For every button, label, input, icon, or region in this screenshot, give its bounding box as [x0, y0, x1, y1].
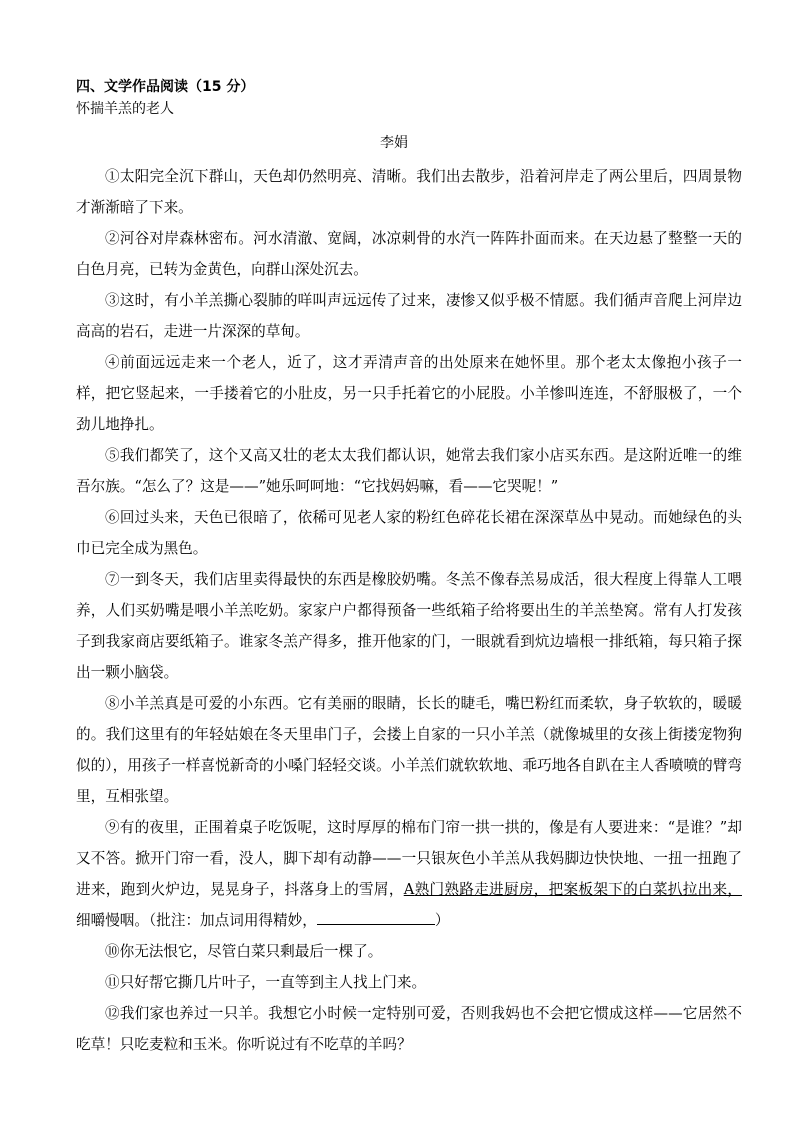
paragraph-2: ②河谷对岸森林密布。河水清澈、宽阔，冰凉刺骨的水汽一阵阵扑面而来。在天边悬了整整一天的白色月亮，已转为金黄色，向群山深处沉去。: [76, 230, 742, 278]
annotation-note: （批注：加点词用得精妙，: [148, 912, 317, 929]
paragraph-1: ①太阳完全沉下群山，天色却仍然明亮、清晰。我们出去散步，沿着河岸走了两公里后，四周景物才渐渐暗了下来。: [76, 168, 742, 216]
paragraph-11: ⑪只好帮它撕几片叶子，一直等到主人找上门来。: [105, 974, 427, 991]
article-title: 怀揣羊羔的老人: [76, 101, 174, 117]
paragraph-3: ③这时，有小羊羔撕心裂肺的咩叫声远远传了过来，凄惨又似乎极不情愿。我们循声音爬上河岸边高高的岩石，走进一片深深的草甸。: [76, 292, 742, 340]
paragraph-9: [76, 812, 742, 936]
paragraph-4: ④前面远远走来一个老人，近了，这才弄清声音的出处原来在她怀里。那个老太太像抱小孩子一样，把它竖起来，一手搂着它的小肚皮，另一只手托着它的小屁股。小羊惨叫连连，不舒服极了，一个劲儿地挣扎。: [76, 354, 742, 433]
paragraph-6: ⑥回过头来，天色已很暗了，依稀可见老人家的粉红色碎花长裙在深深草丛中晃动。而她绿色的头巾已完全成为黑色。: [76, 509, 742, 557]
paragraph-8: ⑧小羊羔真是可爱的小东西。它有美丽的眼睛，长长的睫毛，嘴巴粉红而柔软，身子软软的，暖暖的。我们这里有的年轻姑娘在冬天里串门子，会搂上自家的一只小羊羔（就像城里的女孩上街搂宠物狗似的），用孩子一样喜悦新奇的小嗓门轻轻交谈。小羊羔们就软软地、乖巧地各自趴在主人香喷喷的臂弯里，互相张望。: [76, 695, 742, 805]
paragraph-10: ⑩你无法恨它，尽管白菜只剩最后一棵了。: [105, 943, 383, 960]
underlined-sentence: 熟门熟路走进厨房，把案板架下的白菜扒拉出来，: [414, 881, 742, 898]
author-name: 李娟: [380, 135, 408, 151]
paragraph-9-end: 细嚼慢咽。: [76, 912, 149, 929]
section-heading: 四、文学作品阅读（15 分）: [76, 79, 255, 95]
page: [76, 76, 742, 1060]
paragraph-9-text: ⑨有的夜里，正围着桌子吃饭呢，这时厚厚的棉布门帘一拱一拱的，像是有人要进来：“是谁？”却又不答。掀开门帘一看，没人，脚下却有动静——一只银灰色小羊羔从我妈脚边快快地、一扭一扭跑了进来，跑到火炉边，晃晃身子，抖落身上的雪屑，: [76, 819, 742, 898]
paragraph-5: ⑤我们都笑了，这个又高又壮的老太太我们都认识，她常去我们家小店买东西。是这附近唯一的维吾尔族。“怎么了？这是——”她乐呵呵地：“它找妈妈嘛，看——它哭呢！”: [76, 447, 742, 495]
paragraph-7: ⑦一到冬天，我们店里卖得最快的东西是橡胶奶嘴。冬羔不像春羔易成活，很大程度上得靠人工喂养，人们买奶嘴是喂小羊羔吃奶。家家户户都得预备一些纸箱子给将要出生的羊羔垫窝。常有人打发孩子到我家商店要纸箱子。谁家冬羔产得多，推开他家的门，一眼就看到炕边墙根一排纸箱，每只箱子探出一颗小脑袋。: [76, 571, 742, 681]
annotation-marker-a: A: [403, 881, 415, 898]
paragraph-12: ⑫我们家也养过一只羊。我想它小时候一定特别可爱，否则我妈也不会把它惯成这样——它居然不吃草！只吃麦粒和玉米。你听说过有不吃草的羊吗？: [76, 1005, 742, 1053]
answer-blank[interactable]: [317, 910, 435, 925]
annotation-note-close: ）: [434, 912, 450, 929]
